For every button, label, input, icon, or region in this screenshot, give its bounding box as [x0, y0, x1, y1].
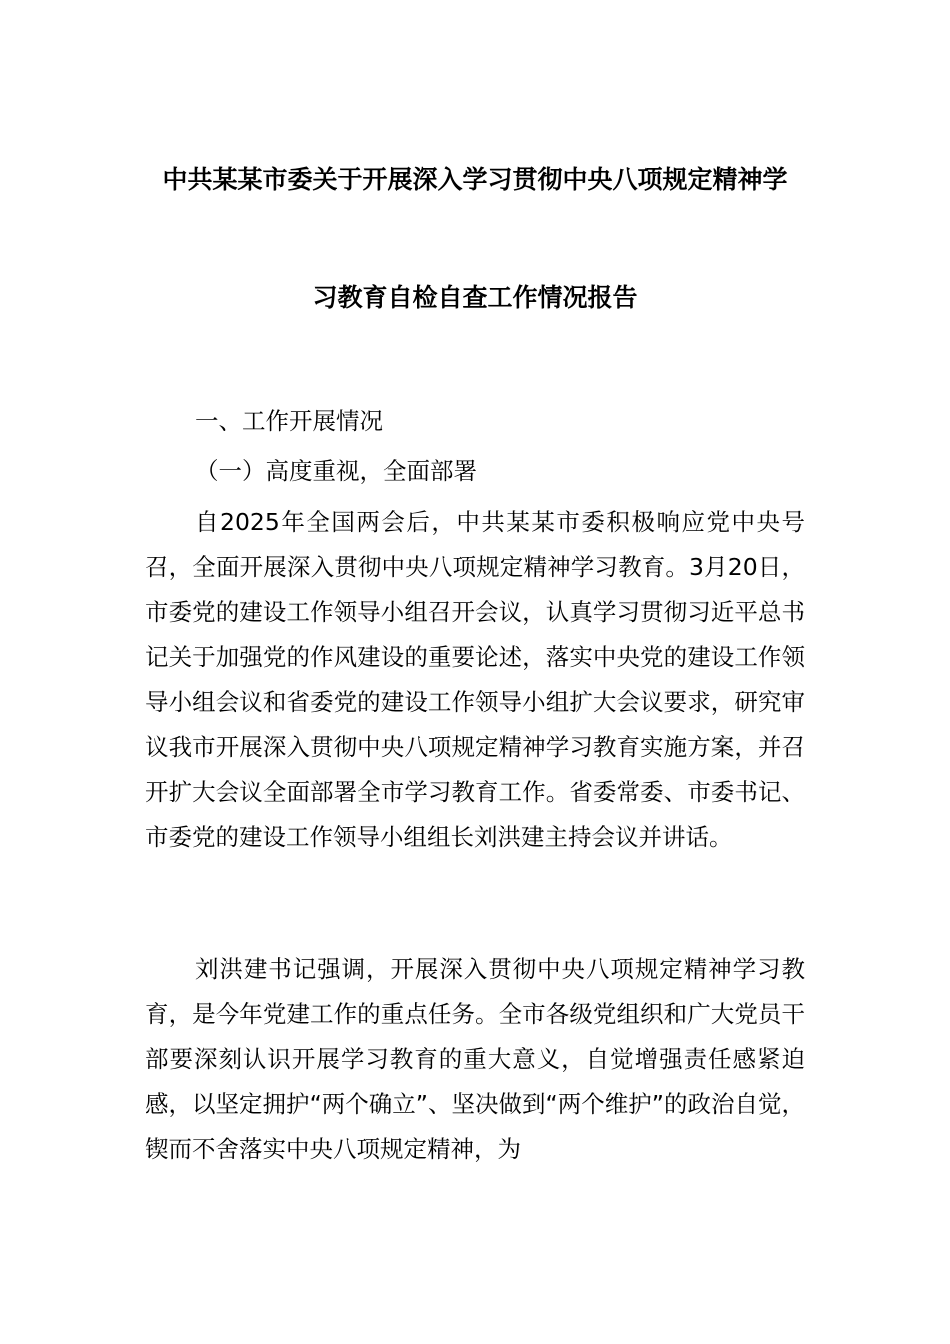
document-title-line-2: 习教育自检自查工作情况报告: [312, 283, 638, 312]
body-paragraph-1: 自2025年全国两会后，中共某某市委积极响应党中央号召，全面开展深入贯彻中央八项规定精神学习教育。3月20日，市委党的建设工作领导小组召开会议，认真学习贯彻习近平总书记关于加强党的作风建设的重要论述，落实中央党的建设工作领导小组会议和省委党的建设工作领导小组扩大会议要求，研究审议我市开展深入贯彻中央八项规定精神学习教育实施方案，并召开扩大会议全面部署全市学习教育工作。省委常委、市委书记、市委党的建设工作领导小组组长刘洪建主持会议并讲话。: [145, 508, 805, 851]
document-title-line-1: 中共某某市委关于开展深入学习贯彻中央八项规定精神学: [162, 165, 788, 194]
section-heading: 一、工作开展情况: [195, 407, 383, 435]
subsection-heading: （一）高度重视，全面部署: [195, 457, 477, 485]
body-paragraph-2: 刘洪建书记强调，开展深入贯彻中央八项规定精神学习教育，是今年党建工作的重点任务。全市各级党组织和广大党员干部要深刻认识开展学习教育的重大意义，自觉增强责任感紧迫感，以坚定拥护“两个确立”、坚决做到“两个维护”的政治自觉，锲而不舍落实中央八项规定精神，为: [145, 955, 805, 1163]
